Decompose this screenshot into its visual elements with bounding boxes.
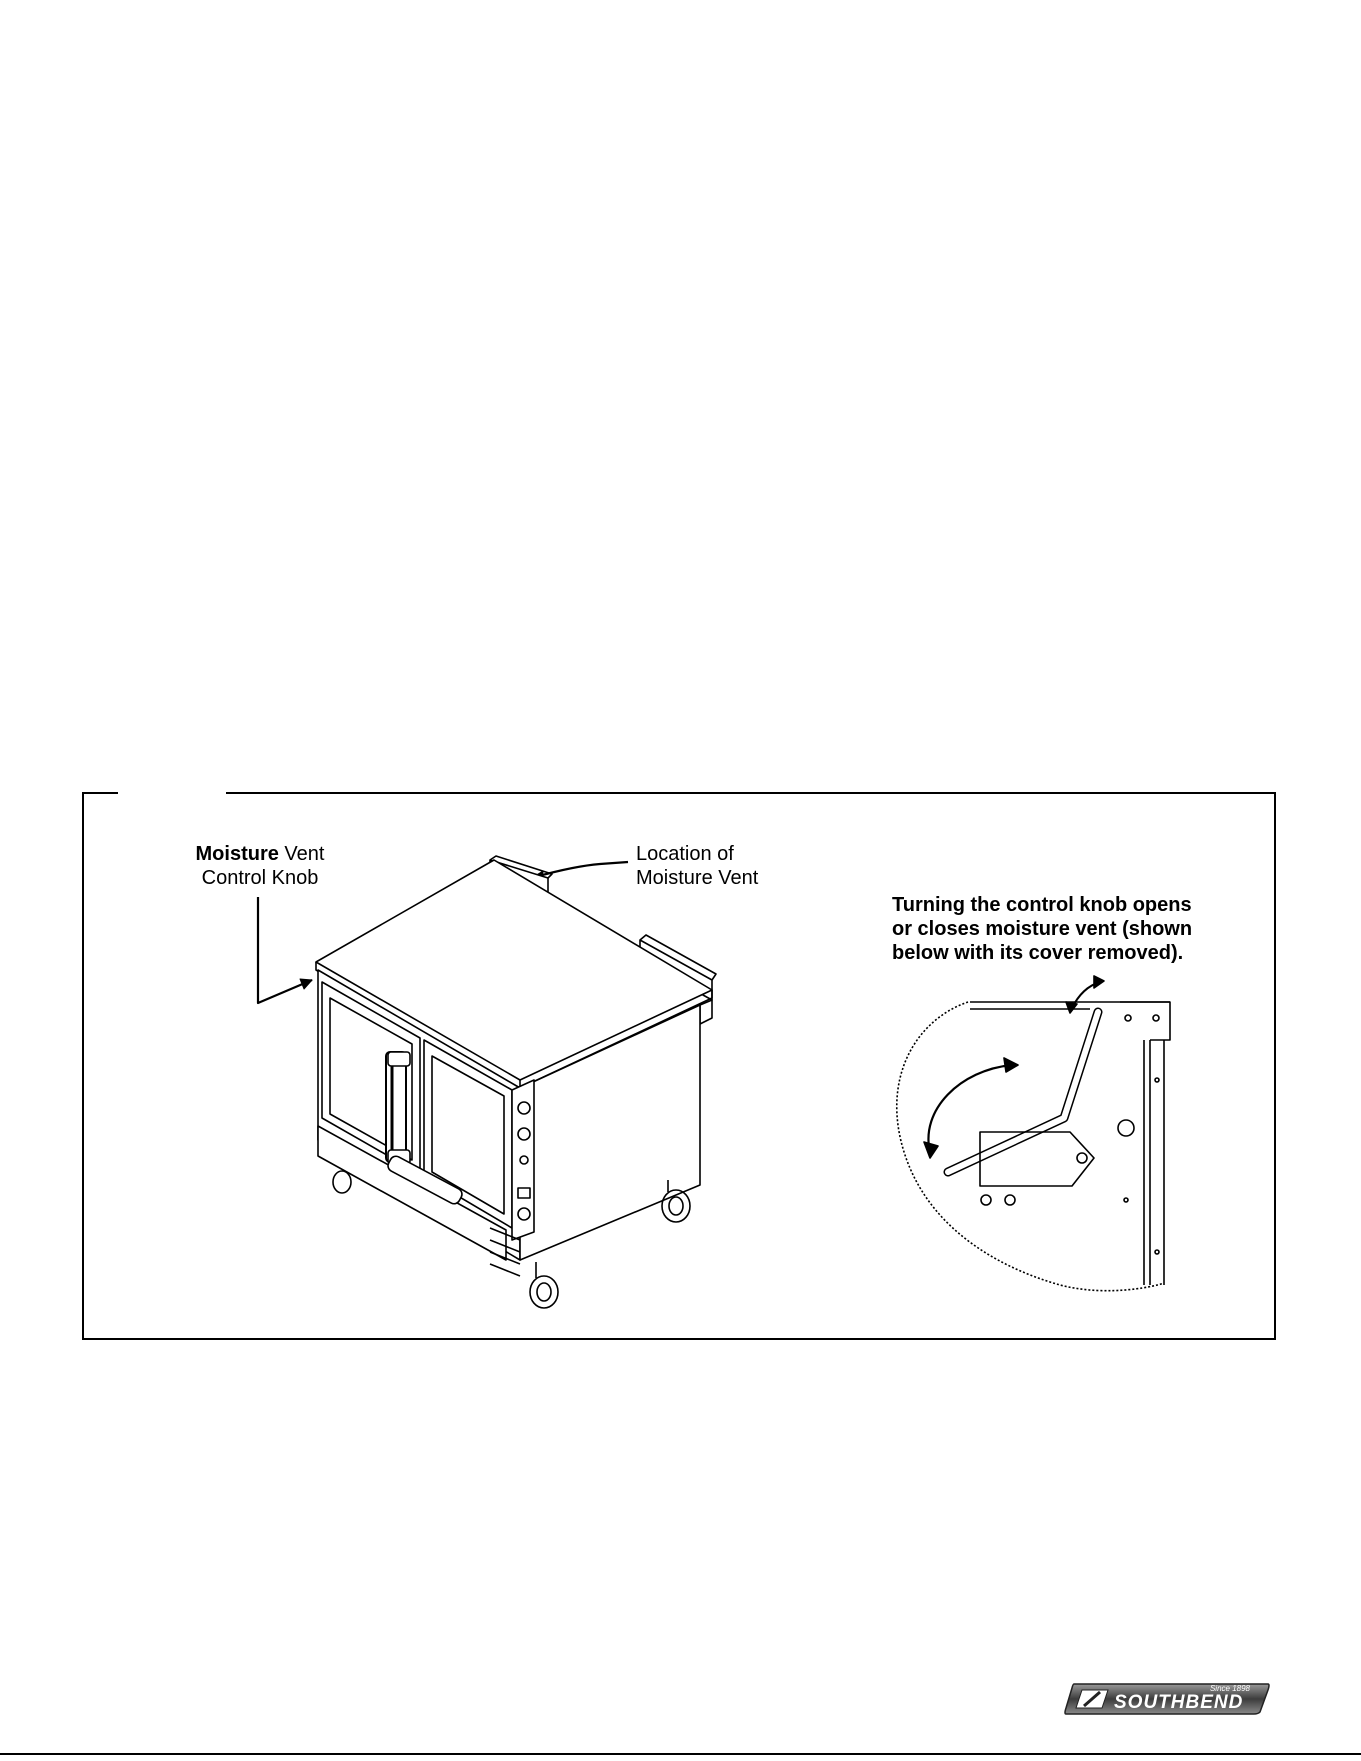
screw-2	[1005, 1195, 1015, 1205]
knob-callout-line2b: nob	[285, 867, 319, 889]
knob-callout-bold: Moisture	[195, 843, 279, 865]
southbend-logo	[1062, 1682, 1272, 1716]
vent-description-line3: below with its cover removed).	[892, 942, 1184, 964]
footer-rule	[0, 1753, 1361, 1755]
vent-description-line1: Turning the control knob opens	[892, 894, 1192, 916]
rotate-arrow-large	[928, 1065, 1012, 1152]
vent-lever	[948, 1012, 1098, 1172]
logo-tagline: Since 1898	[1209, 1684, 1250, 1693]
logo-brand: SOUTHBEND	[1114, 1692, 1244, 1713]
vent-callout-line2: Moisture Vent	[636, 867, 759, 889]
vent-callout-line1: Location of	[636, 843, 734, 865]
screw-1	[981, 1195, 991, 1205]
vent-description-line2: or closes moisture vent (shown	[892, 918, 1193, 940]
knob-callout-line2a: Control K	[201, 867, 285, 889]
knob-callout-rest: Vent	[278, 843, 325, 865]
